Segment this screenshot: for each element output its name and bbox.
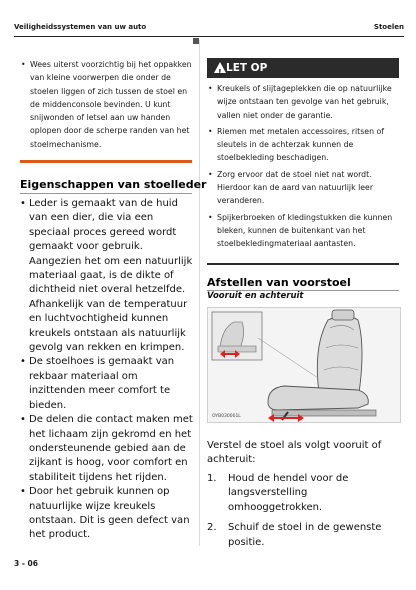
section-accent-rule — [20, 160, 192, 163]
caution-list — [207, 82, 399, 254]
running-header-right: Stoelen — [373, 23, 404, 31]
list-item: • Wees uiterst voorzichtig bij het oppakken van kleine voorwerpen die onder de stoelen liggen of zich tussen de stoel en de middenconsole bevinden. U kunt snijwonden of letsel aan uw handen oplopen door de scherpe randen van het stoelmechanisme. — [20, 58, 192, 151]
adjust-section-title: Afstellen van voorstoel — [207, 276, 351, 289]
header-rule — [14, 36, 404, 37]
step-text: Schuif de stoel in de gewenste positie. — [228, 522, 382, 548]
adjust-intro: Verstel de stoel als volgt vooruit of achteruit: — [207, 440, 382, 465]
step-number: 1. — [207, 473, 217, 484]
column-divider — [199, 40, 200, 546]
warning-triangle-icon — [214, 62, 226, 73]
list-item — [207, 521, 399, 550]
car-seat-icon — [208, 308, 400, 422]
caution-title: LET OP — [226, 62, 268, 74]
image-code: OYB030001L — [212, 414, 241, 419]
step-number: 2. — [207, 522, 217, 534]
list-item-text: • Leder is gemaakt van de huid van een dier, die via een speciaal proces gereed wordt gemaakt voor gebruik. Aangezien het om een natuurlijk materiaal gaat, is de dikte of dichtheid niet overal hetzelfde. — [29, 198, 193, 296]
seat-adjustment-illustration — [207, 307, 401, 423]
list-item: • Kreukels of slijtageplekken die op natuurlijke wijze ontstaan ten gevolge van het gebruik, vallen niet onder de garantie. — [207, 82, 399, 122]
list-item-text: • De stoelhoes is gemaakt van rekbaar materiaal om inzittenden meer comfort te bieden. — [29, 356, 175, 411]
list-item-text: • Door het gebruik kunnen op natuurlijke wijze kreukels ontstaan. Dit is geen defect van het product. — [29, 486, 190, 541]
step-text: Houd de hendel voor de langsverstelling omhooggetrokken. — [228, 473, 349, 513]
page-number: 3 - 06 — [14, 559, 38, 568]
list-item-text: • De delen die contact maken met het lichaam zijn gekromd en het ondersteunende gebied aan de zijkant is hoog, voor comfort en stabiliteit tijdens het rijden. — [29, 414, 193, 483]
list-item — [20, 197, 194, 355]
list-item-text: Afhankelijk van de temperatuur en luchtvochtigheid kunnen kreukels ontstaan als natuurlijk gevolg van rekken en krimpen. — [29, 298, 188, 354]
leather-properties-list — [20, 197, 194, 543]
list-item — [20, 413, 194, 485]
adjust-subtitle: Vooruit en achteruit — [207, 291, 304, 301]
list-item: • Spijkerbroeken of kledingstukken die kunnen bleken, kunnen de buitenkant van het stoelbekledingmateriaal aantasten. — [207, 211, 399, 251]
caution-banner — [207, 58, 399, 78]
leather-section-title: Eigenschappen van stoelleder — [20, 178, 207, 191]
list-item — [20, 355, 194, 413]
list-item — [207, 472, 399, 515]
list-item — [20, 485, 194, 543]
list-item: • Riemen met metalen accessoires, ritsen of sleutels in de achterzak kunnen de stoelbekleding beschadigen. — [207, 125, 399, 165]
running-header-left: Veiligheidssystemen van uw auto — [14, 23, 147, 31]
adjust-steps — [207, 472, 399, 556]
caution-bottom-rule — [207, 263, 399, 265]
handling-caution-list — [20, 58, 192, 154]
list-item: • Zorg ervoor dat de stoel niet nat wordt. Hierdoor kan de aard van natuurlijk leer veranderen. — [207, 168, 399, 208]
title-underline — [20, 193, 192, 194]
